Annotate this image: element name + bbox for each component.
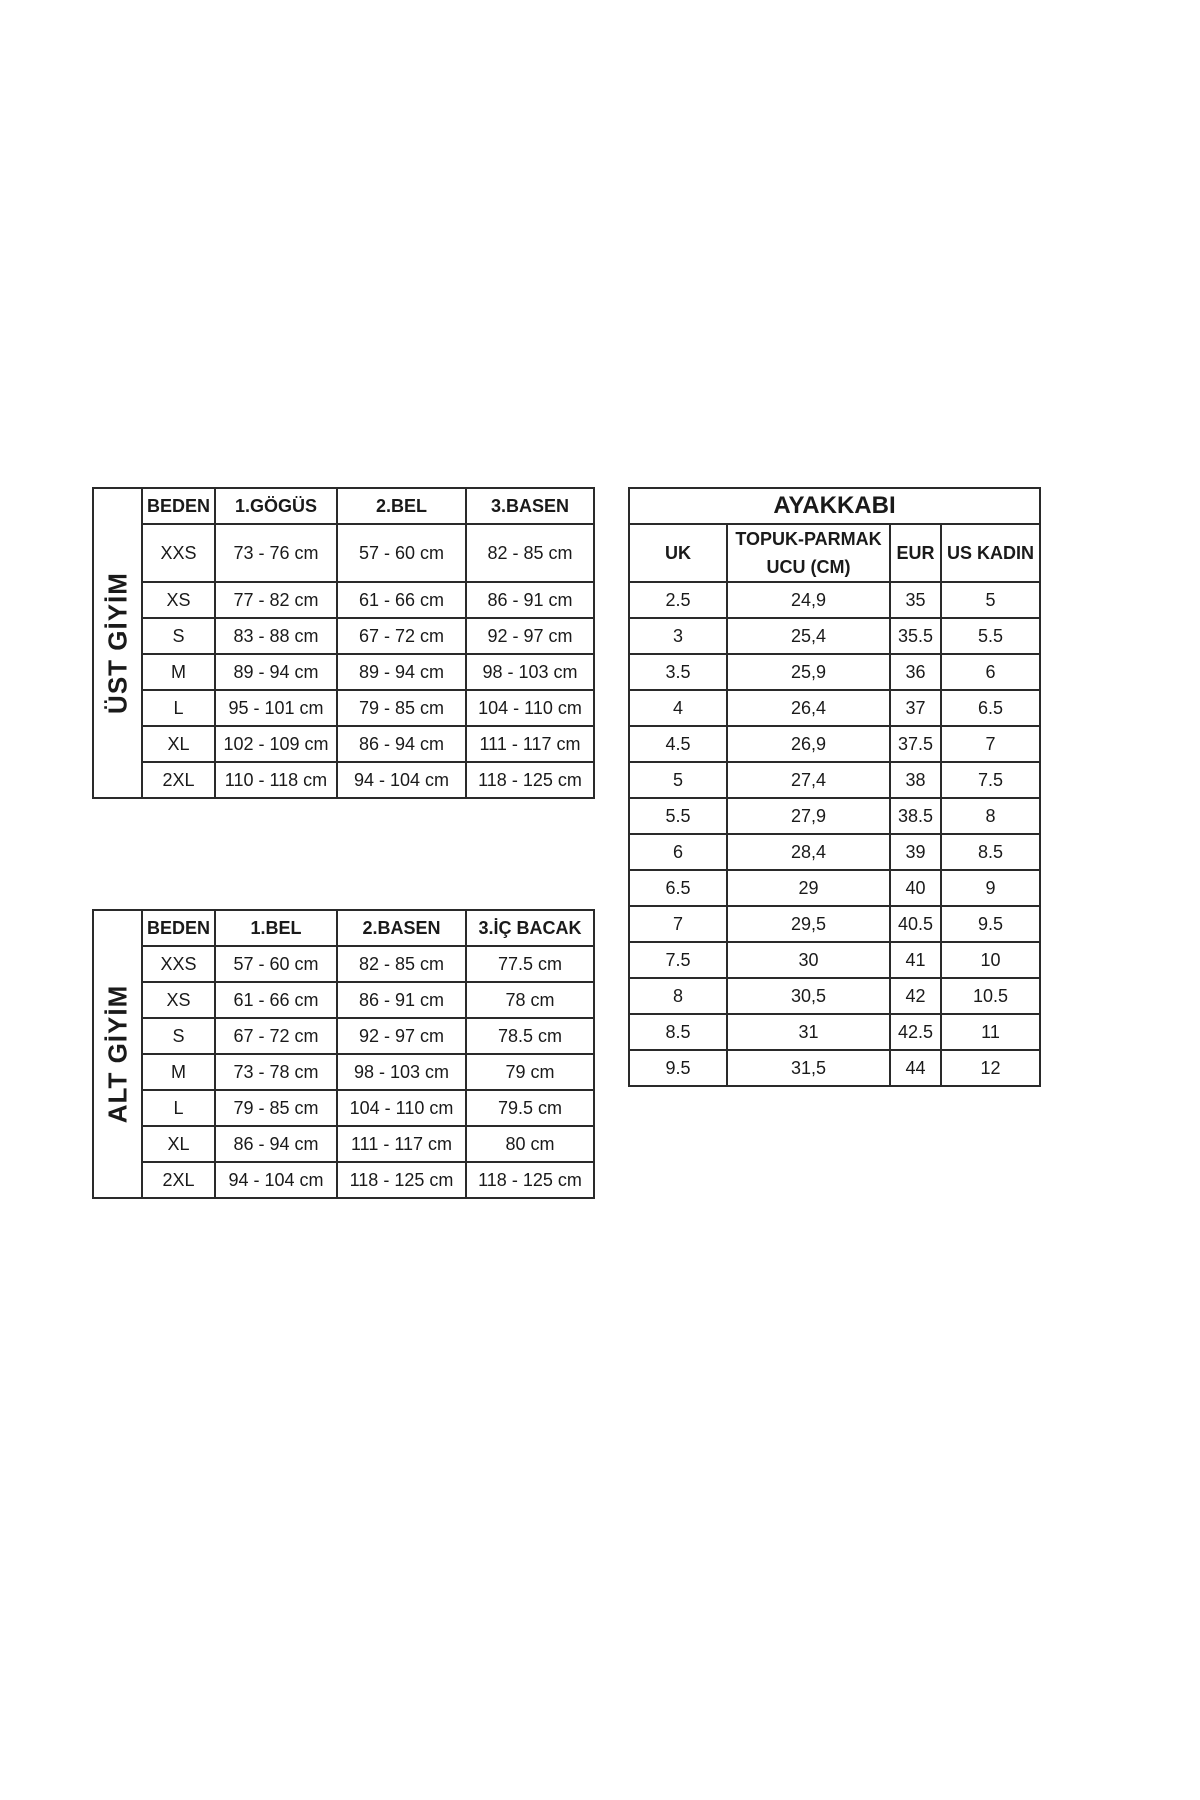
lower-wear-size-table [92,909,595,1199]
upper-gogus-cell: 83 - 88 cm [215,618,337,654]
shoe-eur-cell: 35 [890,582,941,618]
table-row [629,690,1040,726]
upper-size-cell: L [142,690,215,726]
shoe-length-cell: 29 [727,870,890,906]
upper-bel-cell: 61 - 66 cm [337,582,466,618]
shoe-eur-cell: 37.5 [890,726,941,762]
lower-basen-cell: 104 - 110 cm [337,1090,466,1126]
table-row [93,654,594,690]
shoe-uk-cell: 4.5 [629,726,727,762]
table-row [93,524,594,582]
shoe-length-cell: 27,9 [727,798,890,834]
shoe-uk-cell: 4 [629,690,727,726]
upper-gogus-cell: 95 - 101 cm [215,690,337,726]
shoe-us-cell: 7.5 [941,762,1040,798]
table-row [629,1014,1040,1050]
upper-header-row [93,488,594,524]
lower-size-cell: XXS [142,946,215,982]
lower-header-beden: BEDEN [142,910,215,946]
upper-size-cell: XL [142,726,215,762]
shoe-eur-cell: 39 [890,834,941,870]
upper-gogus-cell: 110 - 118 cm [215,762,337,798]
lower-size-cell: M [142,1054,215,1090]
upper-basen-cell: 104 - 110 cm [466,690,594,726]
shoe-size-table [628,487,1041,1087]
shoe-us-cell: 10 [941,942,1040,978]
table-row [629,618,1040,654]
lower-bel-cell: 57 - 60 cm [215,946,337,982]
shoe-length-cell: 30,5 [727,978,890,1014]
upper-basen-cell: 118 - 125 cm [466,762,594,798]
upper-bel-cell: 67 - 72 cm [337,618,466,654]
upper-size-cell: XXS [142,524,215,582]
shoe-uk-cell: 8.5 [629,1014,727,1050]
table-row [93,946,594,982]
lower-bel-cell: 73 - 78 cm [215,1054,337,1090]
lower-header-bel: 1.BEL [215,910,337,946]
lower-size-cell: 2XL [142,1162,215,1198]
table-row [629,798,1040,834]
lower-basen-cell: 118 - 125 cm [337,1162,466,1198]
upper-basen-cell: 111 - 117 cm [466,726,594,762]
upper-bel-cell: 86 - 94 cm [337,726,466,762]
shoe-table-title: AYAKKABI [629,488,1040,524]
lower-basen-cell: 92 - 97 cm [337,1018,466,1054]
shoe-us-cell: 8.5 [941,834,1040,870]
shoe-eur-cell: 36 [890,654,941,690]
shoe-length-cell: 28,4 [727,834,890,870]
shoe-us-cell: 9.5 [941,906,1040,942]
lower-bel-cell: 94 - 104 cm [215,1162,337,1198]
shoe-eur-cell: 40 [890,870,941,906]
upper-bel-cell: 79 - 85 cm [337,690,466,726]
shoe-eur-cell: 38 [890,762,941,798]
lower-header-ic-bacak: 3.İÇ BACAK [466,910,594,946]
shoe-us-cell: 12 [941,1050,1040,1086]
shoe-title-row [629,488,1040,524]
table-row [629,1050,1040,1086]
shoe-eur-cell: 37 [890,690,941,726]
lower-ic-bacak-cell: 77.5 cm [466,946,594,982]
upper-gogus-cell: 73 - 76 cm [215,524,337,582]
upper-size-cell: M [142,654,215,690]
shoe-header-uk: UK [629,524,727,582]
upper-bel-cell: 94 - 104 cm [337,762,466,798]
lower-size-cell: S [142,1018,215,1054]
shoe-uk-cell: 5 [629,762,727,798]
table-row [93,1126,594,1162]
lower-bel-cell: 86 - 94 cm [215,1126,337,1162]
shoe-length-cell: 31,5 [727,1050,890,1086]
shoe-uk-cell: 7 [629,906,727,942]
shoe-us-cell: 11 [941,1014,1040,1050]
lower-header-basen: 2.BASEN [337,910,466,946]
table-row [93,1054,594,1090]
shoe-eur-cell: 35.5 [890,618,941,654]
lower-size-cell: XS [142,982,215,1018]
shoe-uk-cell: 5.5 [629,798,727,834]
lower-header-row [93,910,594,946]
shoe-length-cell: 25,9 [727,654,890,690]
shoe-uk-cell: 9.5 [629,1050,727,1086]
table-row [93,690,594,726]
shoe-eur-cell: 42.5 [890,1014,941,1050]
shoe-eur-cell: 41 [890,942,941,978]
table-row [629,726,1040,762]
table-row [629,942,1040,978]
table-row [629,582,1040,618]
lower-basen-cell: 82 - 85 cm [337,946,466,982]
upper-basen-cell: 86 - 91 cm [466,582,594,618]
table-row [629,762,1040,798]
table-row [93,1018,594,1054]
table-row [93,618,594,654]
upper-gogus-cell: 89 - 94 cm [215,654,337,690]
shoe-us-cell: 6.5 [941,690,1040,726]
table-row [629,654,1040,690]
upper-header-beden: BEDEN [142,488,215,524]
upper-size-cell: 2XL [142,762,215,798]
shoe-uk-cell: 6.5 [629,870,727,906]
shoe-us-cell: 8 [941,798,1040,834]
lower-basen-cell: 111 - 117 cm [337,1126,466,1162]
shoe-us-cell: 9 [941,870,1040,906]
shoe-eur-cell: 40.5 [890,906,941,942]
shoe-length-cell: 29,5 [727,906,890,942]
lower-bel-cell: 67 - 72 cm [215,1018,337,1054]
shoe-eur-cell: 42 [890,978,941,1014]
upper-bel-cell: 89 - 94 cm [337,654,466,690]
lower-side-label: ALT GİYİM [93,910,142,1198]
shoe-uk-cell: 7.5 [629,942,727,978]
table-row [629,978,1040,1014]
lower-ic-bacak-cell: 79 cm [466,1054,594,1090]
table-row [629,834,1040,870]
table-row [93,582,594,618]
shoe-header-row [629,524,1040,582]
lower-ic-bacak-cell: 78 cm [466,982,594,1018]
shoe-header-foot-length: TOPUK-PARMAK UCU (CM) [727,524,890,582]
table-row [93,726,594,762]
lower-ic-bacak-cell: 78.5 cm [466,1018,594,1054]
upper-basen-cell: 92 - 97 cm [466,618,594,654]
shoe-uk-cell: 2.5 [629,582,727,618]
upper-size-cell: S [142,618,215,654]
shoe-length-cell: 31 [727,1014,890,1050]
table-row [629,906,1040,942]
table-row [93,1090,594,1126]
upper-side-label: ÜST GİYİM [93,488,142,798]
shoe-uk-cell: 8 [629,978,727,1014]
lower-bel-cell: 79 - 85 cm [215,1090,337,1126]
upper-header-bel: 2.BEL [337,488,466,524]
table-row [93,982,594,1018]
lower-basen-cell: 98 - 103 cm [337,1054,466,1090]
shoe-length-cell: 24,9 [727,582,890,618]
shoe-uk-cell: 3.5 [629,654,727,690]
table-row [629,870,1040,906]
shoe-us-cell: 5.5 [941,618,1040,654]
lower-basen-cell: 86 - 91 cm [337,982,466,1018]
upper-header-basen: 3.BASEN [466,488,594,524]
lower-ic-bacak-cell: 79.5 cm [466,1090,594,1126]
upper-basen-cell: 82 - 85 cm [466,524,594,582]
lower-size-cell: XL [142,1126,215,1162]
upper-bel-cell: 57 - 60 cm [337,524,466,582]
shoe-length-cell: 26,9 [727,726,890,762]
shoe-length-cell: 25,4 [727,618,890,654]
shoe-length-cell: 30 [727,942,890,978]
shoe-us-cell: 5 [941,582,1040,618]
shoe-us-cell: 7 [941,726,1040,762]
shoe-uk-cell: 3 [629,618,727,654]
lower-bel-cell: 61 - 66 cm [215,982,337,1018]
shoe-eur-cell: 44 [890,1050,941,1086]
upper-wear-size-table [92,487,595,799]
upper-size-cell: XS [142,582,215,618]
shoe-us-cell: 10.5 [941,978,1040,1014]
upper-header-gogus: 1.GÖGÜS [215,488,337,524]
shoe-header-us-kadin: US KADIN [941,524,1040,582]
shoe-uk-cell: 6 [629,834,727,870]
shoe-length-cell: 26,4 [727,690,890,726]
upper-gogus-cell: 102 - 109 cm [215,726,337,762]
shoe-eur-cell: 38.5 [890,798,941,834]
table-row [93,1162,594,1198]
upper-gogus-cell: 77 - 82 cm [215,582,337,618]
table-row [93,762,594,798]
lower-size-cell: L [142,1090,215,1126]
upper-basen-cell: 98 - 103 cm [466,654,594,690]
lower-ic-bacak-cell: 118 - 125 cm [466,1162,594,1198]
shoe-us-cell: 6 [941,654,1040,690]
shoe-length-cell: 27,4 [727,762,890,798]
lower-ic-bacak-cell: 80 cm [466,1126,594,1162]
shoe-header-eur: EUR [890,524,941,582]
